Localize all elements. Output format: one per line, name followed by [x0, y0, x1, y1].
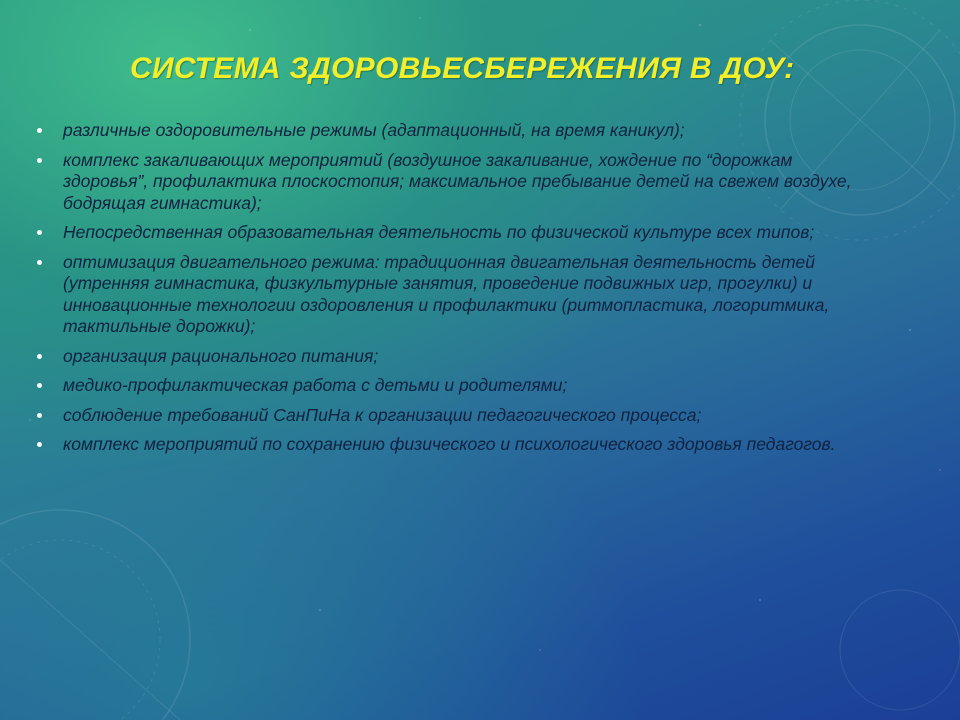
bullet-dot-icon	[37, 442, 42, 447]
list-item	[36, 346, 876, 368]
list-item-text: оптимизация двигательного режима: традиционная двигательная деятельность детей (утренняя гимнастика, физкультурные занятия, проведение подвижных игр, прогулки) и инновационные технологии оздоровления и профилактики (ритмопластика, логоритмика, тактильные дорожки);	[63, 251, 830, 336]
list-item-text: различные оздоровительные режимы (адаптационный, на время каникул);	[63, 120, 685, 140]
list-item	[36, 405, 876, 427]
list-item	[36, 222, 876, 244]
bullet-dot-icon	[37, 383, 42, 388]
bullet-dot-icon	[37, 260, 42, 265]
list-item	[36, 375, 876, 397]
bullet-dot-icon	[37, 158, 42, 163]
list-item	[36, 120, 876, 142]
bullet-dot-icon	[37, 354, 42, 359]
list-item-text: соблюдение требований СанПиНа к организации педагогического процесса;	[63, 404, 702, 425]
list-item-text: медико-профилактическая работа с детьми и родителями;	[63, 375, 568, 395]
list-item	[36, 434, 876, 456]
list-item-text: Непосредственная образовательная деятельность по физической культуре всех типов;	[63, 222, 815, 242]
list-item	[36, 252, 876, 338]
bullet-list	[36, 120, 876, 464]
bullet-dot-icon	[37, 413, 42, 418]
list-item	[36, 150, 876, 215]
list-item-text: комплекс закаливающих мероприятий (воздушное закаливание, хождение по “дорожкам здоровья”, профилактика плоскостопия; максимальное пребывание детей на свежем воздухе, бодрящая гимнастика);	[63, 149, 852, 213]
list-item-text: организация рационального питания;	[63, 345, 379, 366]
bullet-dot-icon	[37, 230, 42, 235]
list-item-text: комплекс мероприятий по сохранению физического и психологического здоровья педагогов.	[63, 434, 836, 454]
bullet-dot-icon	[37, 128, 42, 133]
slide-title: СИСТЕМА ЗДОРОВЬЕСБЕРЕЖЕНИЯ В ДОУ:	[130, 52, 795, 85]
